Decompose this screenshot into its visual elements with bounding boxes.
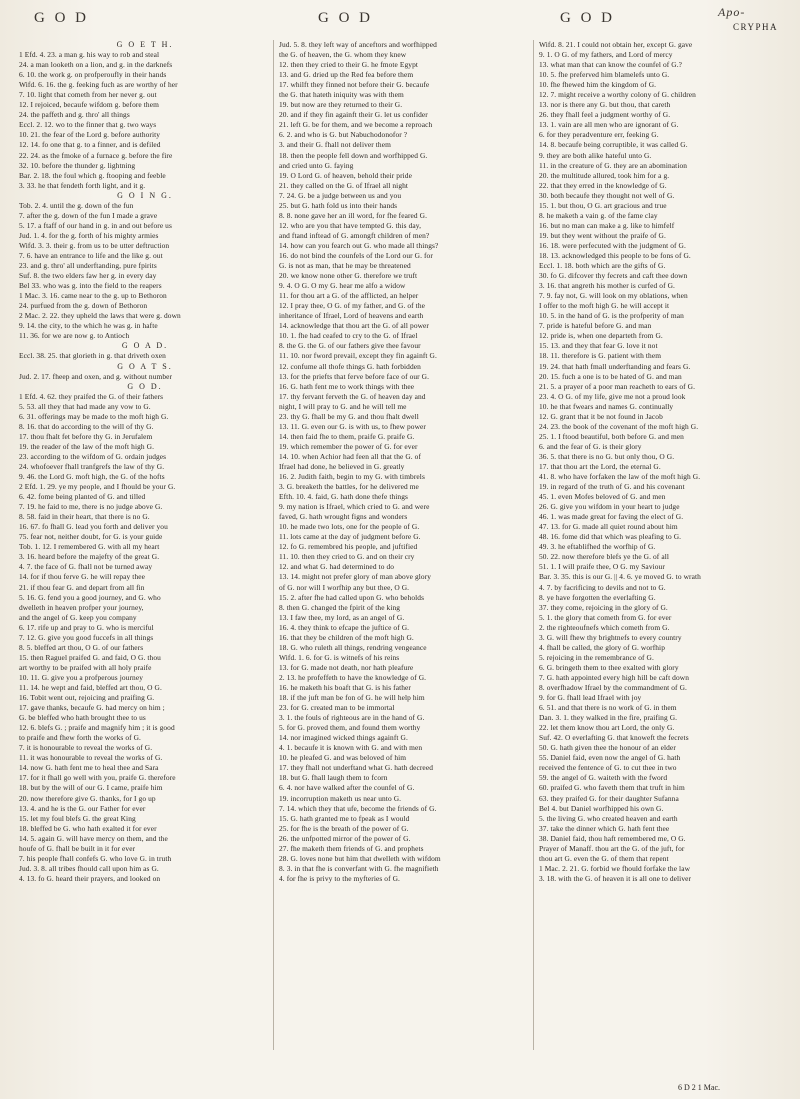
concordance-line: 6. G. bringeth them to thee exalted with glory (539, 662, 679, 672)
concordance-line: 16. 18. were perfecuted with the judgment of G. (539, 240, 686, 250)
concordance-line: 10. 1. fhe had ceafed to cry to the G. of Ifrael (279, 331, 418, 341)
concordance-line: 16. he maketh his boaft that G. is his father (279, 683, 411, 692)
concordance-line: Tob. 1. 12. I remembered G. with all my heart (19, 542, 160, 552)
concordance-line: 23. for G. created man to be immortal (279, 703, 395, 713)
running-head-left: G O D (34, 10, 89, 26)
concordance-line: 14. acknowledge that thou art the G. of all power (279, 321, 429, 331)
concordance-line: Eccl. 1. 18. both which are the gifts of G. (539, 261, 666, 271)
concordance-line: 12. 7. might receive a worthy colony of G. children (539, 90, 696, 100)
concordance-line: 14. 5. again G. will have mercy on them, and the (19, 833, 168, 843)
concordance-line: 16. 4. they think to efcape the juftice of G. (279, 622, 410, 632)
concordance-line: received the fentence of G. to cut thee in two (539, 763, 677, 773)
concordance-line: 13. I faw thee, my lord, as an angel of G. (279, 612, 405, 622)
concordance-line: 14. 10. when Achior had feen all that the G. of (279, 451, 422, 461)
concordance-line: G. is not as man, that he may be threatened (279, 261, 411, 271)
concordance-line: and the angel of G. keep you company (19, 612, 137, 622)
concordance-line: 12. then they cried to their G. he fmote Egypt (279, 60, 419, 70)
concordance-line: 2. the righteoufnefs which cometh from G. (539, 622, 670, 632)
concordance-line: 17. for it fhall go well with you, praife G. therefore (19, 773, 176, 783)
concordance-line: Wifd. 1. 6. for G. is witnefs of his reins (279, 652, 400, 662)
concordance-line: 12. 14. fo one that g. to a finner, and is defiled (19, 140, 161, 150)
concordance-line: 25. for fhe is the breath of the power of G. (279, 823, 409, 833)
concordance-line: inheritance of Ifrael, Lord of heavens and earth (279, 311, 424, 321)
concordance-line: 47. 13. for G. made all quiet round about him (539, 522, 678, 532)
concordance-line: 16. 67. fo fhall G. lead you forth and deliver you (19, 522, 168, 532)
concordance-line: 13. for G. made not death, nor hath pleafure (279, 662, 414, 672)
concordance-line: 9. they are both alike hateful unto G. (539, 150, 652, 160)
concordance-line: 11. lots came at the day of judgment before G. (279, 532, 421, 542)
concordance-line: 8. the G. the G. of our fathers give thee favour (279, 341, 421, 351)
concordance-line: 1 Mac. 3. 16. came near to the g. up to Bethoron (19, 291, 167, 301)
concordance-line: 4. 1. becaufe it is known with G. and with men (279, 743, 423, 753)
concordance-line: 11. for thou art a G. of the afflicted, an helper (279, 291, 419, 301)
concordance-line: 23. and g. thro' all underftanding, pure fpirits (19, 261, 157, 271)
concordance-line: Jud. 3. 8. all tribes fhould call upon him as G. (19, 863, 159, 873)
concordance-line: 5. 17. a ftaff of our hand in g. in and out before us (19, 220, 172, 230)
concordance-line: 10. fhe fhewed him the kingdom of G. (539, 80, 657, 90)
concordance-line: 9. 46. the Lord G. moft high, the G. of the hofts (19, 472, 165, 482)
concordance-line: 18. 13. acknowledged this people to be fons of G. (539, 250, 691, 260)
concordance-line: 18. if the juft man be fon of G. he will help him (279, 693, 425, 703)
concordance-line: 3. G. breaketh the battles, for he delivered me (279, 482, 419, 492)
concordance-line: 19. incorruption maketh us near unto G. (279, 793, 402, 803)
concordance-line: 13. and G. dried up the Red fea before them (279, 70, 414, 80)
concordance-line: Prayer of Manaff. thou art the G. of the juft, for (539, 843, 685, 853)
concordance-line: 5. 16. G. fend you a good journey, and G. who (19, 592, 161, 602)
concordance-line: Tob. 2. 4. until the g. down of the fun (19, 200, 134, 210)
concordance-line: 18. bleffed be G. who hath exalted it for ever (19, 823, 157, 833)
concordance-line: 6. 42. fome being planted of G. and tilled (19, 492, 146, 502)
concordance-line: 6. 10. the work g. on profperoufly in their hands (19, 70, 167, 80)
signature-mark: 6 D 2 1 Mac. (678, 1083, 720, 1092)
concordance-line: 14. nor imagined wicked things againft G. (279, 733, 408, 743)
concordance-line: 9. for G. fhall lead Ifrael with joy (539, 693, 642, 703)
concordance-line: Eccl. 2. 12. wo to the finner that g. two ways (19, 120, 157, 130)
concordance-line: 3. 16. heard before the majefty of the great G. (19, 552, 160, 562)
concordance-line: 15. 13. and they that fear G. love it not (539, 341, 658, 351)
concordance-line: Jud. 2. 17. fheep and oxen, and g. without number (19, 371, 173, 381)
concordance-line: art worthy to be praifed with all holy praife (19, 662, 152, 672)
concordance-line: 20. we know none other G. therefore we truft (279, 271, 418, 281)
concordance-line: 28. G. loves none but him that dwelleth with wifdom (279, 853, 441, 863)
concordance-line: 46. 1. was made great for faving the elect of G. (539, 512, 684, 522)
concordance-line: 10. 11. G. give you a profperous journey (19, 672, 144, 682)
concordance-line: Suf. 8. the two elders faw her g. in every day (19, 271, 157, 281)
concordance-line: 4. 7. by facrificing to devils and not to G. (539, 582, 666, 592)
concordance-line: 4. 13. fo G. heard their prayers, and looked on (19, 873, 161, 883)
concordance-line: 14. how can you fearch out G. who made all things? (279, 240, 439, 250)
concordance-line: night, I will pray to G. and he will tell me (279, 401, 407, 411)
concordance-line: 24. whofoever fhall tranfgrefs the law of thy G. (19, 461, 165, 471)
concordance-line: 17. gave thanks, becaufe G. had mercy on him ; (19, 703, 165, 713)
concordance-line: Wifd. 8. 21. I could not obtain her, except G. gave (539, 40, 693, 49)
concordance-line: 7. G. hath appointed every high hill be caft down (539, 672, 690, 682)
concordance-line: 60. praifed G. who faveth them that truft in him (539, 783, 685, 793)
concordance-line: 18. 11. therefore is G. patient with them (539, 351, 662, 361)
concordance-line: Bel 4. but Daniel worfhipped his own G. (539, 803, 664, 813)
running-head-middle: G O D (318, 10, 373, 26)
entry-heading: G O A D. (121, 341, 169, 351)
concordance-line: 8. ye have forgotten the everlafting G. (539, 592, 656, 602)
column-divider (533, 40, 534, 1050)
concordance-line: 19. which remember the power of G. for ever (279, 441, 418, 451)
concordance-line: 6. 2. and who is G. but Nabuchodonofor ? (279, 130, 408, 140)
concordance-line: 12. G. grant that it be not found in Jacob (539, 411, 663, 421)
concordance-line: 7. after the g. down of the fun I made a grave (19, 210, 158, 220)
running-head-right: G O D (560, 10, 615, 26)
concordance-line: to praife and fhew forth the works of G. (19, 733, 142, 743)
concordance-line: 16. G. hath fent me to work things with thee (279, 381, 415, 391)
concordance-line: 22. let them know thou art Lord, the only G. (539, 723, 675, 733)
concordance-line: 59. the angel of G. waiteth with the fword (539, 773, 668, 783)
concordance-line: 12. and what G. had determined to do (279, 562, 395, 572)
concordance-line: 13. what man that can know the counfel of G.? (539, 60, 683, 70)
concordance-line: 7. 10. light that cometh from her never g. out (19, 90, 157, 100)
concordance-line: 11. 36. for we are now g. to Antioch (19, 331, 130, 341)
concordance-line: 6. and the fear of G. is their glory (539, 441, 642, 451)
concordance-line: 6. 17. rife up and pray to G. who is merciful (19, 622, 154, 632)
concordance-line: 10. 21. the fear of the Lord g. before authority (19, 130, 161, 140)
concordance-line: of G. nor will I worfhip any but thee, O G. (279, 582, 410, 592)
concordance-line: Wifd. 6. 16. the g. feeking fuch as are worthy of her (19, 80, 178, 90)
concordance-line: 19. but they went without the praife of G. (539, 230, 666, 240)
concordance-line: 3. and their G. fhall not deliver them (279, 140, 391, 150)
entry-heading: G O E T H. (116, 40, 174, 49)
concordance-line: 15. G. hath granted me to fpeak as I would (279, 813, 410, 823)
concordance-line: 10. he pleafed G. and was beloved of him (279, 753, 407, 763)
concordance-line: 49. 3. he eftablifhed the worfhip of G. (539, 542, 656, 552)
concordance-line: 18. but by the will of our G. I came, praife him (19, 783, 163, 793)
concordance-line: 5. 53. all they that had made any vow to G. (19, 401, 151, 411)
concordance-line: 21. they called on the G. of Ifrael all night (279, 180, 409, 190)
concordance-line: 26. the unfpotted mirror of the power of G. (279, 833, 411, 843)
concordance-line: the G. of heaven, the G. whom they knew (279, 50, 407, 60)
concordance-line: 5. for G. proved them, and found them worthy (279, 723, 421, 733)
concordance-line: 7. 6. have an entrance to life and the like g. out (19, 250, 163, 260)
concordance-line: 10. he that fwears and names G. continually (539, 401, 674, 411)
concordance-line: 3. 16. that angreth his mother is curfed of G. (539, 281, 675, 291)
concordance-line: 15. 2. after fhe had called upon G. who beholds (279, 592, 425, 602)
concordance-line: 11. it was honourable to reveal the works of G. (19, 753, 163, 763)
concordance-line: 13. for the priefts that ferve before face of our G. (279, 371, 430, 381)
concordance-line: 27. fhe maketh them friends of G. and prophets (279, 843, 424, 853)
concordance-line: 7. it is honourable to reveal the works of G. (19, 743, 153, 753)
concordance-line: 18. but G. fhall laugh them to fcorn (279, 773, 388, 783)
concordance-line: 37. they come, rejoicing in the glory of G. (539, 602, 668, 612)
concordance-line: 5. 1. the glory that cometh from G. for ever (539, 612, 672, 622)
concordance-line: Eccl. 38. 25. that glorieth in g. that driveth oxen (19, 351, 166, 361)
concordance-line: 19. the reader of the law of the moft high G. (19, 441, 155, 451)
concordance-line: 24. the paffeth and g. thro' all things (19, 110, 130, 120)
concordance-line: 23. according to the wifdom of G. ordain judges (19, 451, 167, 461)
concordance-line: 13. nor is there any G. but thou, that careth (539, 100, 671, 110)
concordance-line: Suf. 42. O everlafting G. that knoweft the fecrets (539, 733, 689, 743)
concordance-line: 24. purfued from the g. down of Bethoron (19, 301, 148, 311)
concordance-line: 12. I rejoiced, becaufe wifdom g. before them (19, 100, 159, 110)
concordance-line: 16. 2. Judith faith, begin to my G. with timbrels (279, 472, 425, 482)
concordance-line: 13. 4. and he is the G. our Father for ever (19, 803, 146, 813)
concordance-line: 20. now therefore give G. thanks, for I go up (19, 793, 156, 803)
concordance-line: 18. then the people fell down and worfhipped G. (279, 150, 428, 160)
concordance-line: 16. but no man can make a g. like to himfelf (539, 220, 675, 230)
concordance-line: 15. 1. but thou, O G. art gracious and true (539, 200, 667, 210)
concordance-line: Jud. 5. 8. they left way of anceftors and worfhipped (279, 40, 437, 49)
concordance-line: 14. for if thou ferve G. he will repay thee (19, 572, 145, 582)
concordance-line: 1 Efd. 4. 23. a man g. his way to rob and steal (19, 50, 160, 60)
concordance-line: 3. 33. he that fendeth forth light, and it g. (19, 180, 146, 190)
concordance-line: 41. 8. who have forfaken the law of the moft high G. (539, 472, 701, 482)
concordance-line: 22. that they erred in the knowledge of G. (539, 180, 667, 190)
concordance-line: 25. but G. hath fold us into their hands (279, 200, 398, 210)
concordance-line: 21. left G. be for them, and we become a reproach (279, 120, 433, 130)
concordance-line: 4. 7. the face of G. fhall not be turned away (19, 562, 153, 572)
concordance-line: 19. 24. that hath fmall underftanding and fears G. (539, 361, 691, 371)
concordance-line: 11. 14. he wept and faid, bleffed art thou, O G. (19, 683, 162, 692)
concordance-line: 14. then faid fhe to them, praife G. praife G. (279, 431, 415, 441)
concordance-line: 8. 58. faid in their heart, that there is no G. (19, 512, 150, 522)
concordance-column-2 (279, 40, 529, 1080)
concordance-line: 63. they praifed G. for their daughter Sufanna (539, 793, 679, 803)
concordance-line: 14. now G. hath fent me to heal thee and Sara (19, 763, 159, 773)
concordance-line: 15. then Raguel praifed G. and faid, O G. thou (19, 652, 161, 662)
concordance-line: 10. 5. in the hand of G. is the profperity of man (539, 311, 684, 321)
concordance-line: 9. 4. O G. O my G. hear me alfo a widow (279, 281, 406, 291)
concordance-line: and ftand inftead of G. amongft children of men? (279, 230, 430, 240)
concordance-line: 13. 14. might not prefer glory of man above glory (279, 572, 432, 582)
concordance-line: 6. 31. offerings may be made to the moft high G. (19, 411, 169, 421)
concordance-line: 19. but now are they returned to their G. (279, 100, 403, 110)
concordance-line: 11. in the creature of G. they are an abomination (539, 160, 688, 170)
concordance-line: 16. do not bind the counfels of the Lord our G. for (279, 250, 433, 260)
concordance-line: Ifrael had done, he believed in G. greatly (279, 461, 405, 471)
concordance-line: 26. they fhall feel a judgment worthy of G. (539, 110, 671, 120)
concordance-line: 9. 1. O G. of my fathers, and Lord of mercy (539, 50, 673, 60)
concordance-line: 7. 24. G. be a judge between us and you (279, 190, 402, 200)
concordance-line: 12. fo G. remembred his people, and juftified (279, 542, 418, 552)
concordance-line: 11. 10. nor fword prevail, except they fin againft G. (279, 351, 437, 361)
concordance-line: dwelleth in heaven profper your journey, (19, 602, 144, 612)
concordance-line: 50. G. hath given thee the honour of an elder (539, 743, 676, 753)
concordance-line: 20. 15. fuch a one is to be hated of G. and man (539, 371, 682, 381)
concordance-line: 20. the multitude allured, took him for a g. (539, 170, 670, 180)
concordance-line: 8. 16. that do according to the will of thy G. (19, 421, 154, 431)
concordance-line: 7. 14. which they that ufe, become the friends of G. (279, 803, 437, 813)
concordance-line: 51. 1. I will praife thee, O G. my Saviour (539, 562, 665, 572)
entry-heading: G O D. (127, 381, 163, 391)
concordance-line: 25. 1. I ftood beautiful, both before G. and men (539, 431, 684, 441)
concordance-line: 1 Mac. 2. 21. G. forbid we fhould forfake the law (539, 863, 691, 873)
concordance-line: 7. 9. fay not, G. will look on my oblations, when (539, 291, 688, 301)
concordance-line: 17. thou fhalt fet before thy G. in Jerufalem (19, 431, 153, 441)
concordance-line: 4. fhall be called, the glory of G. worfhip (539, 642, 666, 652)
concordance-line: 7. 19. he faid to me, there is no judge above G. (19, 502, 163, 512)
concordance-line: 13. 11. G. even our G. is with us, to fhew power (279, 421, 426, 431)
concordance-line: 15. let my foul blefs G. the great King (19, 813, 136, 823)
concordance-line: G. be bleffed who hath brought thee to us (19, 713, 146, 723)
concordance-line: 16. Tobit went out, rejoicing and praifing G. (19, 693, 155, 703)
concordance-line: 12. pride is, when one departeth from G. (539, 331, 663, 341)
concordance-line: Wifd. 3. 3. their g. from us to be utter deftruction (19, 240, 170, 250)
concordance-line: 21. if thou fear G. and depart from all fin (19, 582, 145, 592)
concordance-line: 20. and if they fin againft their G. let us confider (279, 110, 428, 120)
concordance-line: Jud. 1. 4. for the g. forth of his mighty armies (19, 230, 159, 240)
concordance-line: 8. then G. changed the fpirit of the king (279, 602, 401, 612)
concordance-line: 1 Efd. 4. 62. they praifed the G. of their fathers (19, 391, 164, 401)
concordance-line: 17. they fhall not underftand what G. hath decreed (279, 763, 433, 773)
concordance-line: 36. 5. that there is no G. but only thou, O G. (539, 451, 675, 461)
concordance-line: 9. 14. the city, to the which he was g. in hafte (19, 321, 158, 331)
concordance-line: 19. in regard of the truth of G. and his covenant (539, 482, 685, 492)
concordance-line: Bar. 2. 18. the foul which g. ftooping and feeble (19, 170, 166, 180)
concordance-line: 10. he made two lots, one for the people of G. (279, 522, 420, 532)
concordance-line: 6. 51. and that there is no work of G. in them (539, 703, 677, 713)
concordance-line: 23. thy G. fhall be my G. and thou fhalt dwell (279, 411, 419, 421)
concordance-line: 6. for they peradventure err, feeking G. (539, 130, 659, 140)
column-divider (273, 40, 274, 1050)
concordance-line: 11. 10. then they cried to G. and on their cry (279, 552, 415, 562)
concordance-line: 50. 22. now therefore blefs ye the G. of all (539, 552, 670, 562)
concordance-line: 7. his people fhall confefs G. who love G. in truth (19, 853, 172, 863)
concordance-line: 22. 24. as the fmoke of a furnace g. before the fire (19, 150, 173, 160)
concordance-line: Dan. 3. 1. they walked in the fire, praifing G. (539, 713, 678, 723)
concordance-line: 8. overfhadow Ifrael by the commandment of G. (539, 683, 687, 692)
concordance-line: 9. my nation is Ifrael, which cried to G. and were (279, 502, 430, 512)
concordance-line: 75. fear not, neither doubt, for G. is your guide (19, 532, 163, 542)
concordance-line: 26. G. give you wifdom in your heart to judge (539, 502, 680, 512)
concordance-line: 12. 6. blefs G. ; praife and magnify him ; it is good (19, 723, 175, 733)
concordance-line: 4. for fhe is privy to the myfteries of G. (279, 873, 400, 883)
concordance-line: 10. 5. fhe preferved him blamelefs unto G. (539, 70, 670, 80)
concordance-line: 12. I pray thee, O G. of my father, and G. of the (279, 301, 426, 311)
concordance-line: 30. both becaufe they thought not well of G. (539, 190, 675, 200)
concordance-line: 19. O Lord G. of heaven, behold their pride (279, 170, 412, 180)
concordance-line: houfe of G. fhall be built in it for ever (19, 843, 136, 853)
concordance-line: 21. 5. a prayer of a poor man reacheth to ears of G. (539, 381, 696, 391)
concordance-line: and cried unto G. faying (279, 160, 354, 170)
concordance-line: 45. 1. even Mofes beloved of G. and men (539, 492, 666, 502)
concordance-line: 7. pride is hateful before G. and man (539, 321, 652, 331)
concordance-line: 18. G. who ruleth all things, rendring vengeance (279, 642, 427, 652)
concordance-line: 6. 4. nor have walked after the counfel of G. (279, 783, 415, 793)
concordance-line: 13. 1. vain are all men who are ignorant of G. (539, 120, 679, 130)
concordance-line: thou art G. even the G. of them that repent (539, 853, 669, 863)
concordance-line: 17. whilft they finned not before their G. becaufe (279, 80, 430, 90)
concordance-line: the G. that hateth iniquity was with them (279, 90, 404, 100)
concordance-line: 8. 5. bleffed art thou, O G. of our fathers (19, 642, 144, 652)
concordance-line: 17. that thou art the Lord, the eternal G. (539, 461, 661, 471)
concordance-line: 3. G. will fhew thy brightnefs to every country (539, 632, 682, 642)
concordance-line: 8. 3. in that fhe is converfant with G. fhe magnifieth (279, 863, 439, 873)
concordance-line: 14. 8. becaufe being corruptible, it was called G. (539, 140, 688, 150)
concordance-line: 48. 16. fome did that which was pleafing to G. (539, 532, 682, 542)
section-heading-continued: CRYPHA (733, 22, 779, 32)
concordance-line: 24. 23. the book of the covenant of the moft high G. (539, 421, 699, 431)
concordance-line: 12. confume all thofe things G. hath forbidden (279, 361, 421, 371)
concordance-line: 5. rejoicing in the remembrance of G. (539, 652, 654, 662)
concordance-line: 32. 10. before the thunder g. lightning (19, 160, 136, 170)
concordance-line: 16. that they be children of the moft high G. (279, 632, 414, 642)
concordance-line: 3. 18. with the G. of heaven it is all one to deliver (539, 873, 692, 883)
concordance-line: 2 Mac. 2. 22. they upheld the laws that were g. down (19, 311, 181, 321)
concordance-line: 8. he maketh a vain g. of the fame clay (539, 210, 658, 220)
concordance-line: 12. who are you that have tempted G. this day, (279, 220, 422, 230)
entry-heading: G O A T S. (117, 361, 173, 371)
concordance-line: 8. 8. none gave her an ill word, for fhe feared G. (279, 210, 428, 220)
concordance-line: Bel 33. who was g. into the field to the reapers (19, 281, 162, 291)
concordance-line: Efth. 10. 4. faid, G. hath done thefe things (279, 492, 408, 502)
concordance-line: I offer to the moft high G. he will accept it (539, 301, 670, 311)
concordance-column-3 (539, 40, 791, 1080)
concordance-line: 37. take the dinner which G. hath fent thee (539, 823, 670, 833)
concordance-line: 3. 1. the fouls of righteous are in the hand of G. (279, 713, 425, 723)
concordance-line: 2 Efd. 1. 29. ye my people, and I fhould be your G. (19, 482, 176, 492)
concordance-line: 30. fo G. difcover thy fecrets and caft thee down (539, 271, 688, 281)
concordance-line: 5. the living G. who created heaven and earth (539, 813, 678, 823)
concordance-column-1 (19, 40, 271, 1080)
concordance-line: Bar. 3. 35. this is our G. || 4. 6. ye moved G. to wrath (539, 572, 701, 582)
concordance-line: 17. thy fervant ferveth the G. of heaven day and (279, 391, 426, 401)
entry-heading: G O I N G. (117, 190, 173, 200)
concordance-line: faved, G. hath wrought figns and wonders (279, 512, 408, 522)
concordance-line: 24. a man looketh on a lion, and g. in the darknefs (19, 60, 173, 70)
concordance-line: 23. 4. O G. of my life, give me not a proud look (539, 391, 686, 401)
section-heading: Apo- (718, 5, 746, 19)
concordance-line: 2. 13. he profeffeth to have the knowledge of G. (279, 672, 427, 682)
concordance-line: 7. 12. G. give you good fuccefs in all things (19, 632, 154, 642)
concordance-line: 55. Daniel faid, even now the angel of G. hath (539, 753, 681, 763)
concordance-line: 38. Daniel faid, thou haft remembered me, O G. (539, 833, 686, 843)
